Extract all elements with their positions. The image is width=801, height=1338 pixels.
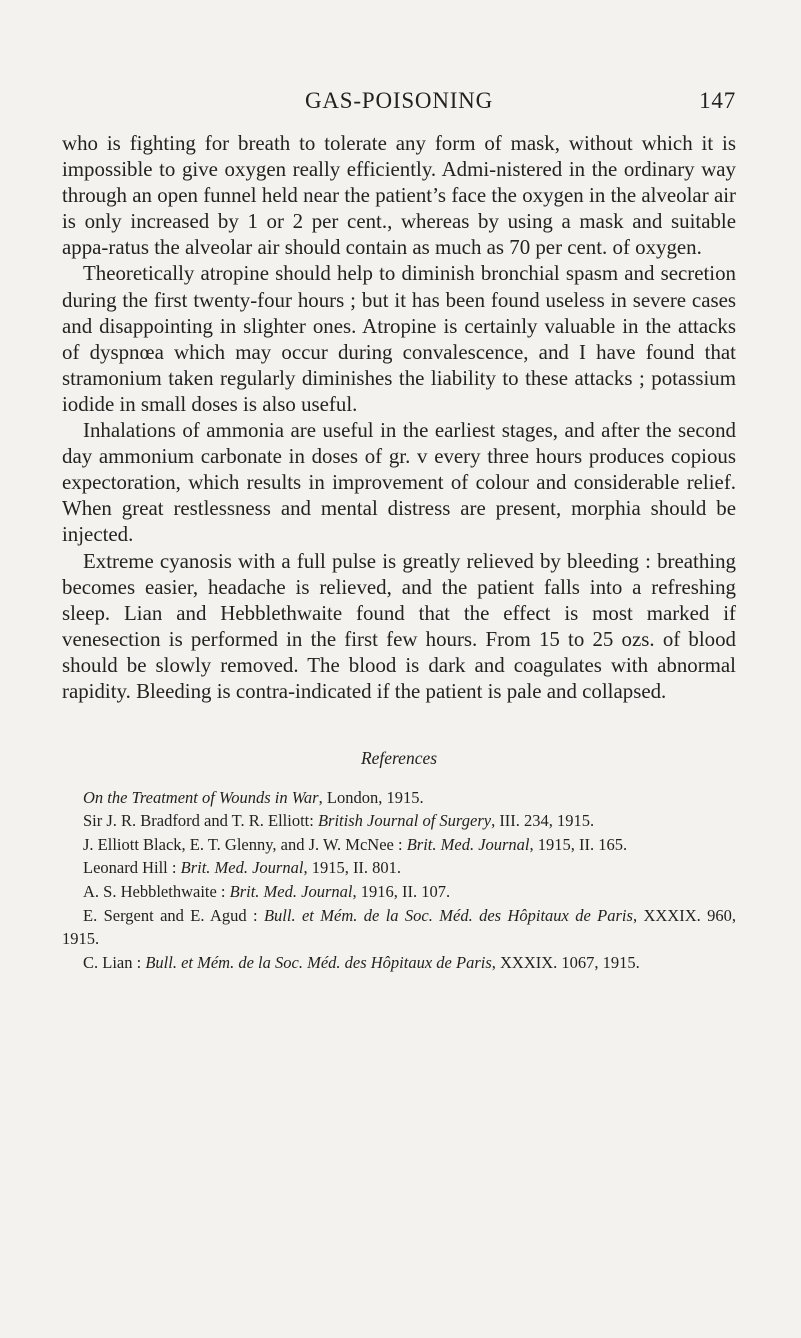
reference-item bbox=[62, 951, 736, 975]
reference-title: Brit. Med. Journal bbox=[229, 882, 353, 902]
reference-title: Brit. Med. Journal bbox=[180, 858, 304, 878]
references-heading: References bbox=[360, 748, 438, 769]
running-head bbox=[62, 88, 736, 122]
book-page bbox=[62, 88, 736, 974]
reference-details: , 1915, II. 801. bbox=[303, 858, 402, 878]
reference-title: On the Treatment of Wounds in War bbox=[83, 787, 319, 807]
reference-author: C. Lian : bbox=[83, 952, 146, 972]
reference-details: , London, 1915. bbox=[318, 787, 424, 807]
paragraph-oxygen-mask: who is fighting for breath to tolerate any form of mask, without which it is impossible to give oxygen really efficiently. Admi-nistered in the ordinary way through an open funnel held near the patient’s face the oxygen in the alveolar air is only increased by 1 or 2 per cent., whereas by using a mask and suitable appa-ratus the alveolar air should contain as much as 70 per cent. of oxygen. bbox=[62, 131, 736, 260]
reference-title: Brit. Med. Journal bbox=[406, 834, 530, 854]
reference-details: , III. 234, 1915. bbox=[491, 811, 595, 831]
references-section bbox=[62, 747, 736, 974]
reference-title: Bull. et Mém. de la Soc. Méd. des Hôpitaux de Paris bbox=[263, 905, 633, 925]
reference-details: , XXXIX. 960, 1915. bbox=[62, 905, 736, 949]
reference-item bbox=[62, 856, 736, 880]
paragraph-bleeding: Extreme cyanosis with a full pulse is greatly relieved by bleeding : breathing becomes easier, headache is relieved, and the patient falls into a refreshing sleep. Lian and Hebblethwaite found that the effect is most marked if venesection is performed in the first few hours. From 15 to 25 ozs. of blood should be slowly removed. The blood is dark and coagulates with abnormal rapidity. Bleeding is contra-indicated if the patient is pale and collapsed. bbox=[62, 548, 736, 703]
reference-item bbox=[62, 786, 736, 810]
reference-item bbox=[62, 809, 736, 833]
reference-item bbox=[62, 904, 736, 951]
reference-author: J. Elliott Black, E. T. Glenny, and J. W. McNee : bbox=[83, 834, 407, 854]
body-text bbox=[62, 130, 736, 704]
reference-author: Leonard Hill : bbox=[83, 858, 181, 878]
reference-author: E. Sergent and E. Agud : bbox=[83, 905, 264, 925]
page-number: 147 bbox=[699, 88, 736, 113]
chapter-title: GAS-POISONING bbox=[304, 88, 494, 113]
reference-item bbox=[62, 880, 736, 904]
reference-author: Sir J. R. Bradford and T. R. Elliott: bbox=[83, 811, 318, 831]
reference-title: British Journal of Surgery bbox=[317, 811, 492, 831]
reference-item bbox=[62, 833, 736, 857]
reference-details: , 1915, II. 165. bbox=[529, 834, 628, 854]
paragraph-ammonia: Inhalations of ammonia are useful in the earliest stages, and after the second day ammonium carbonate in doses of gr. v every three hours produces copious expectoration, which results in improvement of colour and considerable relief. When great restlessness and mental distress are present, morphia should be injected. bbox=[62, 418, 736, 547]
paragraph-atropine: Theoretically atropine should help to diminish bronchial spasm and secretion during the first twenty-four hours ; but it has been found useless in severe cases and disappointing in slighter ones. Atropine is certainly valuable in the attacks of dyspnœa which may occur during convalescence, and I have found that stramonium taken regularly diminishes the liability to these attacks ; potassium iodide in small doses is also useful. bbox=[62, 261, 736, 416]
reference-details: , 1916, II. 107. bbox=[352, 882, 451, 902]
reference-details: , XXXIX. 1067, 1915. bbox=[491, 952, 640, 972]
reference-title: Bull. et Mém. de la Soc. Méd. des Hôpitaux de Paris bbox=[145, 952, 492, 972]
reference-author: A. S. Hebblethwaite : bbox=[83, 882, 230, 902]
